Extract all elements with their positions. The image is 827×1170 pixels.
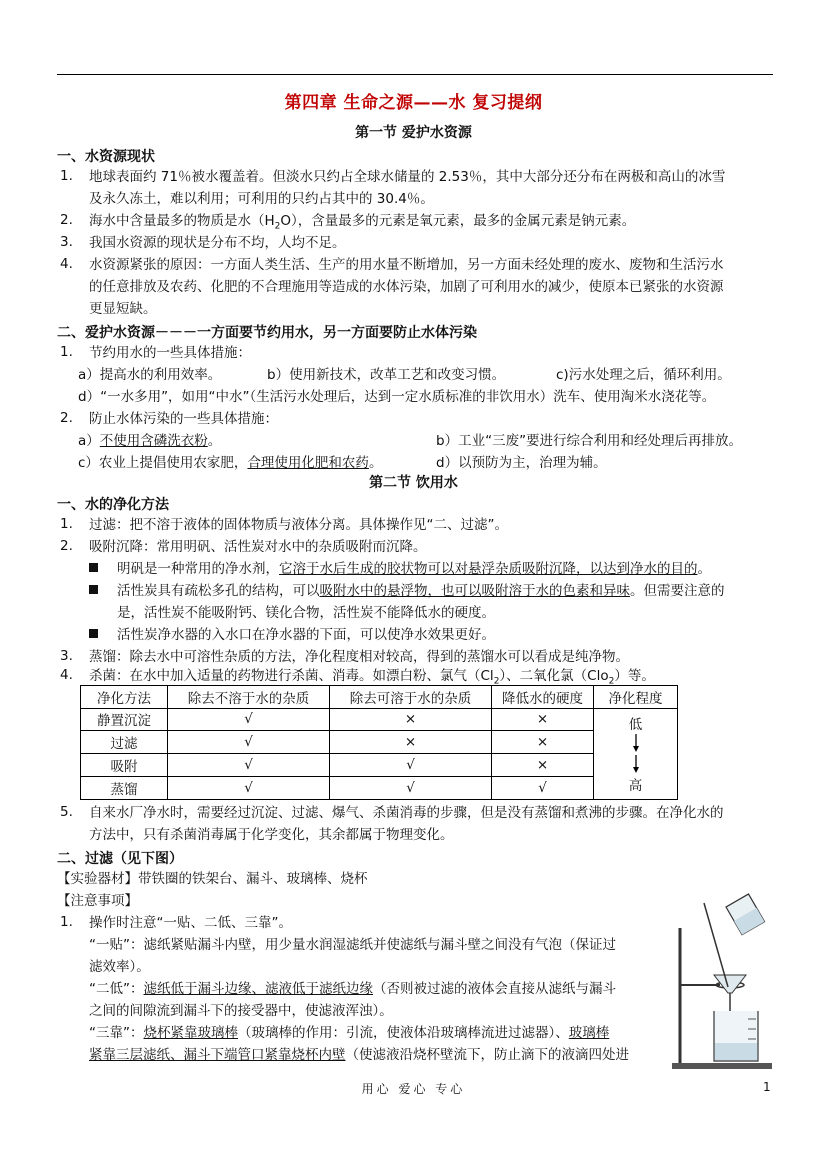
paragraph-line: 地球表面约 71％被水覆盖着。但淡水只约占全球水储量的 2.53％，其中大部分还分布在两极和高山的冰雪 [89, 169, 726, 185]
table-cell: √ [168, 731, 330, 754]
table-header-row [81, 686, 678, 709]
item-number: 1. [60, 914, 73, 930]
table-header: 净化方法 [81, 686, 168, 709]
item-number: 2. [60, 538, 73, 554]
table-cell: × [330, 708, 492, 731]
page-footer: 用心 爱心 专心 [361, 1082, 466, 1096]
table-cell: × [492, 754, 594, 777]
table-cell: √ [168, 754, 330, 777]
item-number: 4. [60, 667, 73, 683]
paragraph-line: 紧靠三层滤纸、漏斗下端管口紧靠烧杯内壁（使滤液沿烧杯壁流下，防止滴下的液滴四处进 [89, 1047, 629, 1063]
bullet-icon [89, 626, 98, 644]
paragraph-line: 及永久冻土，难以利用；可利用的只约占其中的 30.4％。 [89, 191, 434, 207]
table-row [81, 776, 678, 799]
paragraph-line: 水资源紧张的原因：一方面人类生活、生产的用水量不断增加，另一方面未经处理的废水、废物和生活污水 [89, 257, 724, 273]
header-rule [57, 74, 773, 75]
paragraph-line: 滤效率）。 [89, 959, 150, 975]
item-number: 1. [60, 344, 73, 360]
equipment-line: 【实验器材】带铁圈的铁架台、漏斗、玻璃棒、烧杯 [57, 871, 368, 887]
table-cell: √ [168, 708, 330, 731]
heading-purification: 一、水的净化方法 [57, 497, 169, 513]
paragraph-line: 海水中含量最多的物质是水$(H_2O)$，含量最多的元素是氧元素，最多的金属元素是钠元素。 [89, 213, 636, 232]
heading-filtration: 二、过滤（见下图） [57, 851, 183, 867]
bullet-icon [89, 560, 98, 578]
item-number: 3. [60, 234, 73, 250]
item-number: 4. [60, 256, 73, 272]
measure-c: c)污水处理之后，循环利用。 [556, 367, 731, 383]
degree-high-label: 高 [628, 778, 643, 795]
pollution-measure-a: a）不使用含磷洗衣粉。 [78, 433, 222, 449]
table-header: 除去可溶于水的杂质 [330, 686, 492, 709]
item-number: 1. [60, 168, 73, 184]
paragraph-line: 杀菌：在水中加入适量的药物进行杀菌、消毒。如漂白粉、氯气$(Cl_2)$、二氧化氯（Clo$_2$）等。 [89, 668, 655, 687]
section-2-title: 第二节 饮用水 [369, 475, 458, 491]
paragraph-line: 明矾是一种常用的净水剂，它溶于水后生成的胶状物可以对悬浮杂质吸附沉降，以达到净水的目的。 [117, 561, 711, 577]
paragraph-line: 是，活性炭不能吸附钙、镁化合物，活性炭不能降低水的硬度。 [117, 605, 495, 621]
table-row [81, 731, 678, 754]
item-number: 2. [60, 410, 73, 426]
paragraph-line: 的任意排放及农药、化肥的不合理施用等造成的水体污染，加剧了可利用水的减少，使原本已紧张的水资源 [89, 279, 724, 295]
degree-low-label: 低 [628, 716, 643, 733]
pollution-measure-b: b）工业“三废”要进行综合利用和经处理后再排放。 [436, 433, 743, 449]
table-cell: √ [492, 776, 594, 799]
table-header: 降低水的硬度 [492, 686, 594, 709]
paragraph-line: 蒸馏：除去水中可溶性杂质的方法，净化程度相对较高，得到的蒸馏水可以看成是纯净物。 [89, 649, 629, 665]
notes-heading: 【注意事项】 [57, 893, 138, 909]
table-cell: √ [330, 754, 492, 777]
heading-protect-water: 二、爱护水资源－－－一方面要节约用水，另一方面要防止水体污染 [57, 325, 477, 341]
table-row [81, 708, 678, 731]
down-arrow-icon [631, 754, 641, 774]
measure-a: a）提高水的利用效率。 [78, 367, 222, 383]
table-row [81, 754, 678, 777]
table-cell: 静置沉淀 [81, 708, 168, 731]
down-arrow-icon [631, 733, 641, 753]
item-number: 1. [60, 516, 73, 532]
paragraph-line: 方法中，只有杀菌消毒属于化学变化，其余都属于物理变化。 [89, 827, 454, 843]
paragraph-line: 之间的间隙流到漏斗下的接受器中，使滤液浑浊）。 [89, 1003, 393, 1019]
table-header: 净化程度 [594, 686, 678, 709]
purification-degree-cell [594, 708, 678, 799]
paragraph-line: 吸附沉降：常用明矾、活性炭对水中的杂质吸附而沉降。 [89, 539, 427, 555]
paragraph-line: 我国水资源的现状是分布不均，人均不足。 [89, 235, 346, 251]
table-cell: × [492, 708, 594, 731]
bullet-icon [89, 582, 98, 600]
heading-water-status: 一、水资源现状 [57, 149, 155, 165]
paragraph-line: 节约用水的一些具体措施： [89, 345, 251, 361]
purification-table [80, 685, 678, 800]
page-title: 第四章 生命之源——水 复习提纲 [284, 93, 543, 113]
paragraph-line: 防止水体污染的一些具体措施： [89, 411, 278, 427]
filtration-apparatus-illustration [668, 893, 780, 1073]
paragraph-line: 过滤：把不溶于液体的固体物质与液体分离。具体操作见“二、过滤”。 [89, 517, 508, 533]
paragraph-line: 自来水厂净水时，需要经过沉淀、过滤、爆气、杀菌消毒的步骤，但是没有蒸馏和煮沸的步骤。在净化水的 [89, 805, 724, 821]
paragraph-line: 操作时注意“一贴、二低、三靠”。 [89, 915, 292, 931]
section-1-title: 第一节 爱护水资源 [355, 125, 472, 141]
paragraph-line: 更显短缺。 [89, 301, 157, 317]
pollution-measure-d: d）以预防为主，治理为辅。 [436, 455, 607, 471]
table-cell: × [330, 731, 492, 754]
table-cell: × [492, 731, 594, 754]
paragraph-line: “三靠”：烧杯紧靠玻璃棒（玻璃棒的作用：引流，使液体沿玻璃棒流进过滤器）、玻璃棒 [89, 1025, 610, 1041]
item-number: 5. [60, 804, 73, 820]
table-cell: 过滤 [81, 731, 168, 754]
item-number: 3. [60, 648, 73, 664]
measure-d: d）“一水多用”，如用“中水”（生活污水处理后，达到一定水质标准的非饮用水）洗车、使用淘米水浇花等。 [78, 389, 716, 405]
measure-b: b）使用新技术，改革工艺和改变习惯。 [267, 367, 506, 383]
paragraph-line: “二低”：滤纸低于漏斗边缘、滤液低于滤纸边缘（否则被过滤的液体会直接从滤纸与漏斗 [89, 981, 616, 997]
table-cell: 蒸馏 [81, 776, 168, 799]
table-header: 除去不溶于水的杂质 [168, 686, 330, 709]
paragraph-line: 活性炭具有疏松多孔的结构，可以吸附水中的悬浮物，也可以吸附溶于水的色素和异味。但需要注意的 [117, 583, 725, 599]
page-number: 1 [763, 1080, 771, 1094]
pollution-measure-c: c）农业上提倡使用农家肥，合理使用化肥和农药。 [78, 455, 383, 471]
table-cell: √ [330, 776, 492, 799]
table-cell: 吸附 [81, 754, 168, 777]
item-number: 2. [60, 212, 73, 228]
table-cell: √ [168, 776, 330, 799]
paragraph-line: 活性炭净水器的入水口在净水器的下面，可以使净水效果更好。 [117, 627, 495, 643]
paragraph-line: “一贴”：滤纸紧贴漏斗内壁，用少量水润湿滤纸并使滤纸与漏斗壁之间没有气泡（保证过 [89, 937, 616, 953]
